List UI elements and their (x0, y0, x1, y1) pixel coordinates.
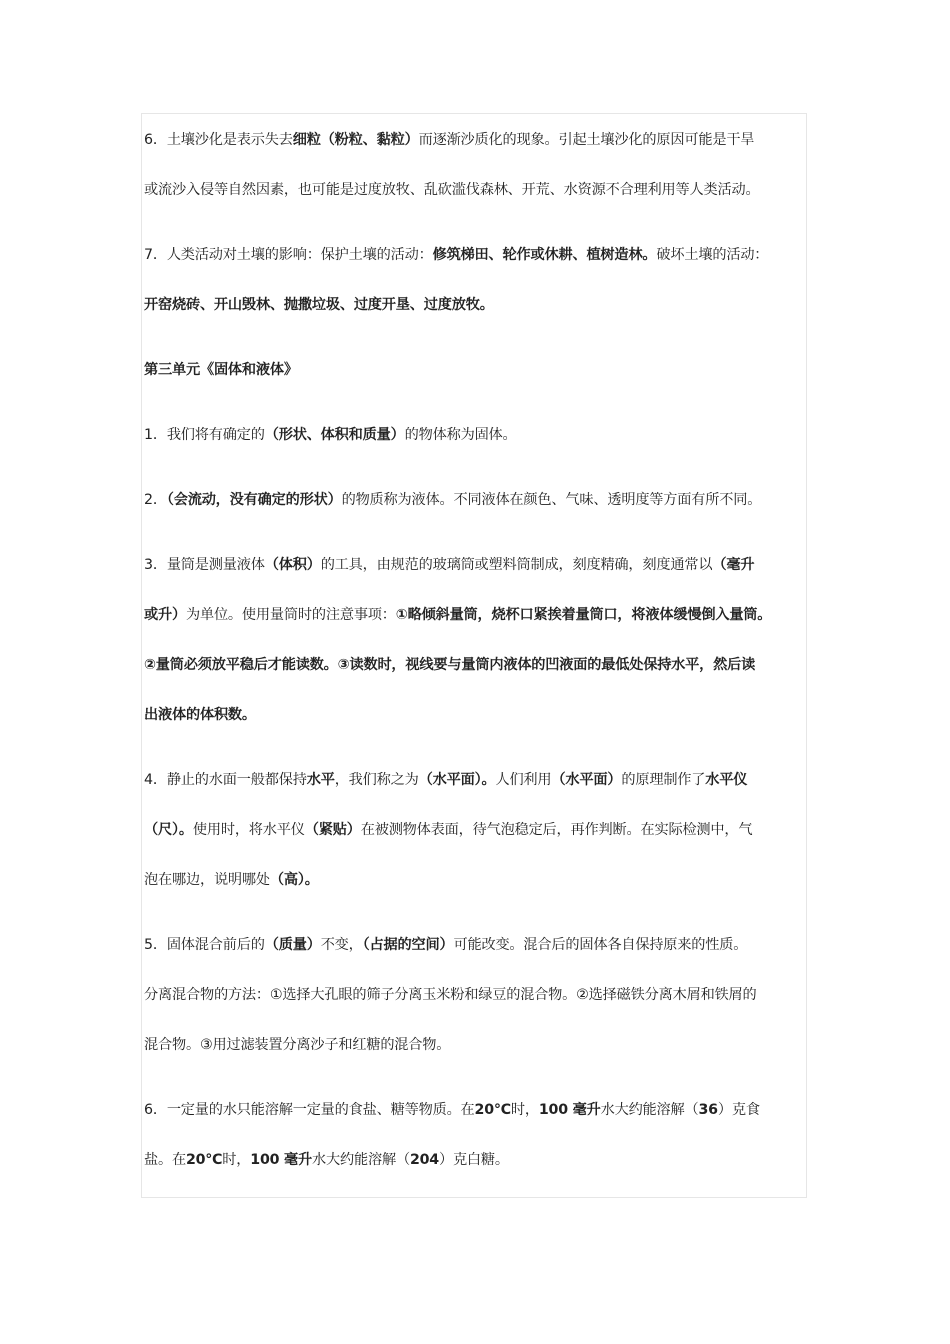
bold-text: （占据的空间） (362, 937, 454, 953)
text-segment: 分离混合物的方法：①选择大孔眼的筛子分离玉米粉和绿豆的混合物。②选择磁铁分离木屑和铁屑的 (144, 987, 757, 1003)
text-segment: 使用时，将水平仪 (192, 822, 305, 838)
text-segment: 的物质称为液体。不同液体在颜色、气味、透明度等方面有所不同。 (341, 492, 762, 508)
text-segment: 或流沙入侵等自然因素，也可能是过度放牧、乱砍滥伐森林、开荒、水资源不合理利用等人类活动。 (144, 182, 760, 198)
paragraph-line (144, 818, 752, 842)
text-segment: ）克食 (717, 1102, 760, 1118)
text-segment: 6．土壤沙化是表示失去 (144, 132, 293, 148)
bold-text: 20℃ (185, 1152, 223, 1168)
paragraph-line (144, 768, 747, 792)
text-segment: 破坏土壤的活动： (656, 247, 769, 263)
paragraph-line (144, 553, 754, 577)
bold-text: （高）。 (269, 872, 319, 888)
text-segment: 1．我们将有确定的 (144, 427, 265, 443)
paragraph-line (144, 488, 761, 512)
bold-text: 出液体的体积数。 (144, 707, 256, 723)
bold-text: （会流动，没有确定的形状） (166, 492, 342, 508)
bold-text: 204 (409, 1152, 439, 1168)
text-segment: 5．固体混合前后的 (144, 937, 265, 953)
bold-text: 水平仪 (705, 772, 748, 788)
paragraph-line (144, 703, 256, 727)
section-heading (144, 358, 298, 382)
text-segment: 混合物。③用过滤装置分离沙子和红糖的混合物。 (144, 1037, 451, 1053)
bold-text: （形状、体积和质量） (264, 427, 405, 443)
bold-text: 36 (698, 1102, 718, 1118)
bold-text: 第三单元《固体和液体》 (144, 362, 298, 378)
text-segment: 的原理制作了 (621, 772, 706, 788)
bold-text: 修筑梯田、轮作或休耕、植树造林。 (432, 247, 657, 263)
bold-text: （紧贴） (304, 822, 361, 838)
text-segment: 人们利用 (495, 772, 552, 788)
text-segment: 的物体称为固体。 (404, 427, 517, 443)
text-segment: 为单位。使用量筒时的注意事项： (185, 607, 396, 623)
text-segment: 时， (222, 1152, 251, 1168)
text-segment: ）克白糖。 (438, 1152, 509, 1168)
bold-text: （体积） (264, 557, 321, 573)
paragraph-line (144, 603, 771, 627)
paragraph-line (144, 1033, 450, 1057)
text-segment: 在被测物体表面，待气泡稳定后，再作判断。在实际检测中，气 (360, 822, 753, 838)
paragraph-line (144, 1148, 509, 1172)
bold-text: （水平面） (551, 772, 622, 788)
bold-text: （质量） (264, 937, 321, 953)
bold-text: （毫升 (712, 557, 755, 573)
paragraph-line (144, 868, 319, 892)
text-segment: 4．静止的水面一般都保持 (144, 772, 307, 788)
bold-text: 100 毫升 (538, 1102, 601, 1118)
text-segment: 而逐渐沙质化的现象。引起土壤沙化的原因可能是干旱 (418, 132, 755, 148)
bold-text: 细粒（粉粒、黏粒） (292, 132, 419, 148)
bold-text: 水平 (306, 772, 335, 788)
paragraph-line (144, 653, 755, 677)
text-segment: 7．人类活动对土壤的影响：保护土壤的活动： (144, 247, 433, 263)
text-segment: 6．一定量的水只能溶解一定量的食盐、糖等物质。在 (144, 1102, 475, 1118)
bold-text: 20℃ (474, 1102, 511, 1118)
bold-text: 开窑烧砖、开山毁林、抛撒垃圾、过度开垦、过度放牧。 (144, 297, 494, 313)
bold-text: 或升） (144, 607, 186, 623)
paragraph-line (144, 293, 494, 317)
paragraph-line (144, 933, 747, 957)
text-segment: ，我们称之为 (334, 772, 419, 788)
paragraph-line (144, 423, 517, 447)
bold-text: （尺）。 (144, 822, 193, 838)
paragraph-line (144, 983, 757, 1007)
paragraph-line (144, 128, 754, 152)
text-segment: 不变， (320, 937, 363, 953)
bold-text: ①略倾斜量筒，烧杯口紧挨着量筒口，将液体缓慢倒入量筒。 (395, 607, 772, 623)
bold-text: ②量筒必须放平稳后才能读数。③读数时，视线要与量筒内液体的凹液面的最低处保持水平，然后读 (144, 657, 756, 673)
paragraph-line (144, 1098, 760, 1122)
text-segment: 2． (144, 492, 167, 508)
bold-text: 100 毫升 (250, 1152, 313, 1168)
text-segment: 泡在哪边，说明哪处 (144, 872, 270, 888)
text-segment: 3．量筒是测量液体 (144, 557, 265, 573)
bold-text: （水平面）。 (418, 772, 496, 788)
text-segment: 水大约能溶解（ (600, 1102, 699, 1118)
text-segment: 盐。在 (144, 1152, 186, 1168)
text-segment: 可能改变。混合后的固体各自保持原来的性质。 (453, 937, 748, 953)
text-segment: 的工具，由规范的玻璃筒或塑料筒制成，刻度精确，刻度通常以 (320, 557, 713, 573)
paragraph-line (144, 178, 759, 202)
text-segment: 水大约能溶解（ (312, 1152, 410, 1168)
text-segment: 时， (510, 1102, 539, 1118)
paragraph-line (144, 243, 768, 267)
